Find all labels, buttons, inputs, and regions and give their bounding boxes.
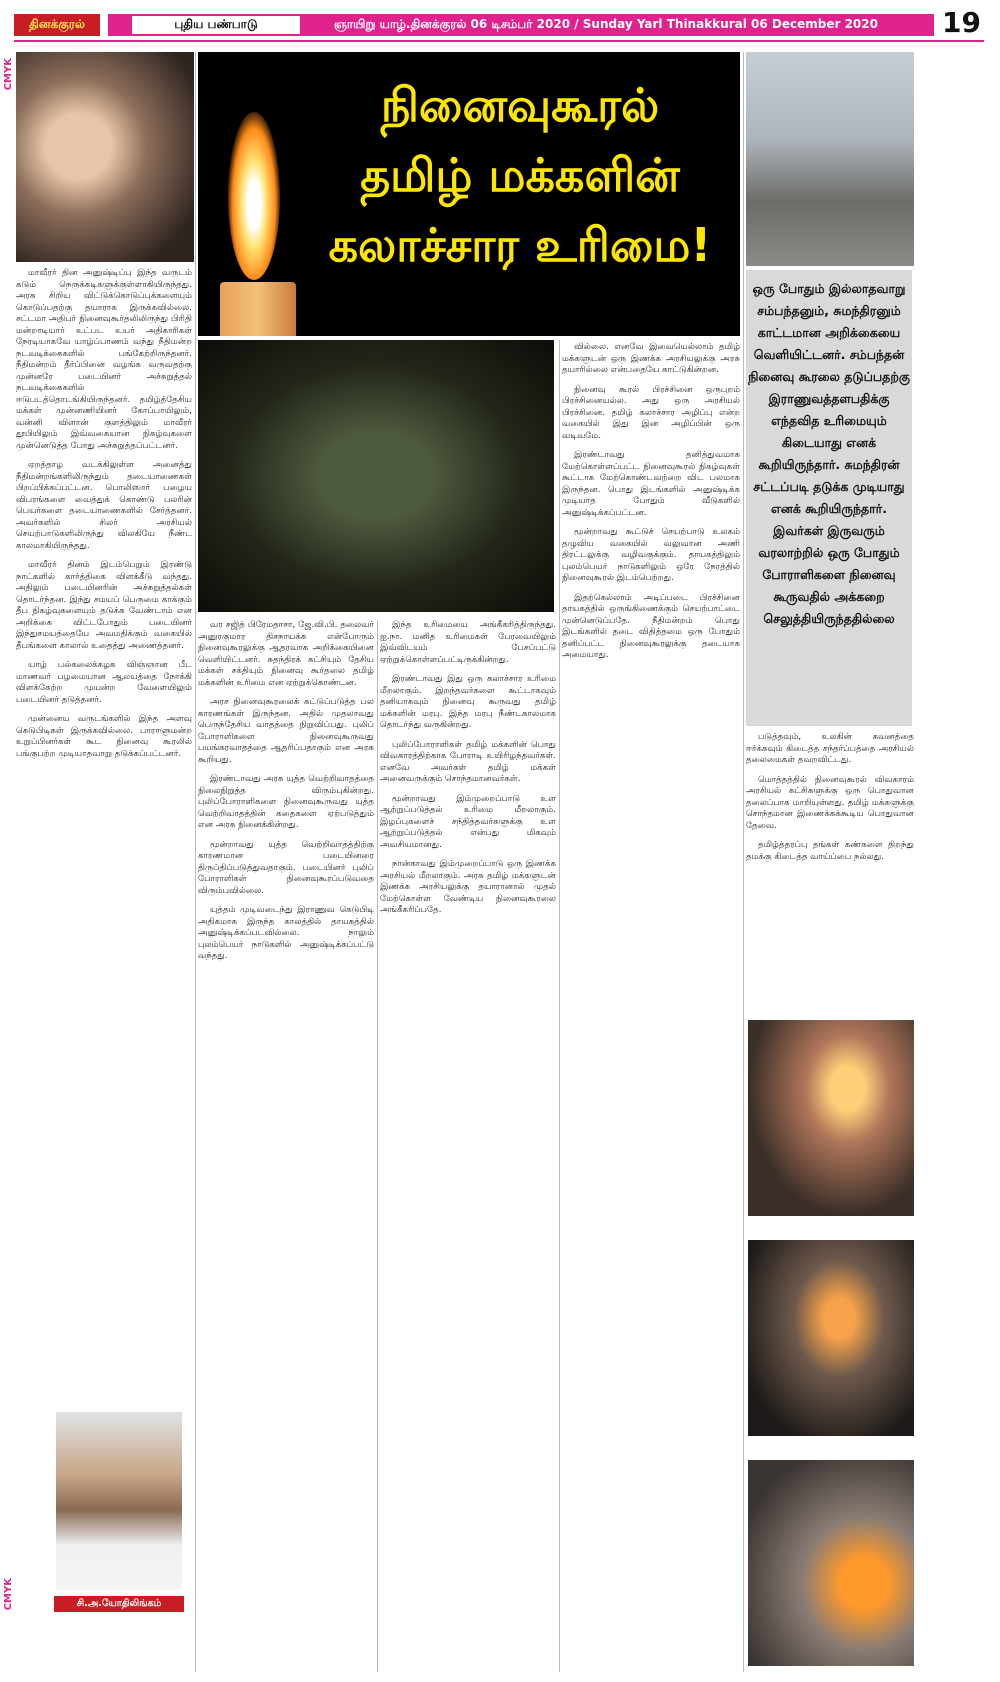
article-column-2	[198, 620, 374, 1670]
lamp-lighting-photo-2	[748, 1240, 914, 1436]
author-photo	[56, 1412, 182, 1590]
paragraph: இரண்டாவது அரசு யுத்த வெற்றிவாதத்தை நிலைநிறுத்த விரும்புகின்றது. புலிப்போராளிகளை நினைவுகூருவது யுத்த வெற்றிவாதத்தின் கதைகளை ஏற்படுத்தும் என அரசு நினைக்கின்றது.	[198, 774, 374, 830]
page-number: 19	[942, 6, 981, 39]
headline-line-2: தமிழ் மக்களின்	[360, 148, 680, 202]
paragraph: மொத்தத்தில் நினைவுகூரல் விவகாரம் அரசியல் கட்சிகளுக்கு ஒரு பொதுவான தலைப்பாக மாறியுள்ளது. தமிழ் மக்களுக்கு சொந்தமான இணைக்கக்கூடிய பொதுவான தேவை.	[746, 774, 914, 831]
article-column-1	[16, 268, 192, 1398]
paragraph: மாவீரர் தின அனுஷ்டிப்பு இந்த வருடம் கடும் நெருக்கடிகளுக்குள்ளாகியிருந்தது. அரசு சிறிய விட்டுக்கொடுப்புக்களையும் கொடுப்பதற்கு தயாராக இருக்கவில்லை. சட்டமா அதிபர் நினைவுகூர்தலிலிருந்து பிரிதி மன்றாடியார் உட்பட உயர் அதிகாரிகள் நேரடியாகவே யாழ்ப்பாணம் வந்து நீதிமன்ற நடவடிக்கைகளில் பங்கேற்றிருந்தனர். நீதிமன்றம் தீர்ப்பினை வழங்க வருவதற்கு முன்னரே படையினர் அச்சுறுத்தல் நடவடிக்கைகளில் ஈடுபடத்தொடங்கியிருந்தனர். தமிழ்த்தேசிய மக்கள் முன்னணியினர் கோப்பாயிலும், வன்னி விளான் குளத்திலும் மாவீரர் தூபியிலும் இவ்வகையான நிகழ்வுகளை முன்னெடுத்த போது அச்சுறுத்தப்பட்டனர்.	[16, 268, 192, 451]
column-divider	[377, 620, 378, 1672]
lamp-lighting-photo-1	[748, 1020, 914, 1216]
cmyk-mark-bottom: CMYK	[3, 1578, 14, 1611]
paragraph: வில்லை. எனவே இவையெல்லாம் தமிழ் மக்களுடன் ஒரு இணக்க அரசியலுக்கு அரசு தயாரில்லை என்பதையே காட்டுகின்றன.	[562, 342, 740, 375]
candle-icon	[220, 282, 296, 336]
headline-block	[198, 52, 740, 336]
paragraph: நினைவு கூரல் பிரச்சினை ஒருபுறம் பிரச்சினையல்ல. அது ஒரு அரசியல் பிரச்சினை. தமிழ் கலாச்சார அழிப்பு என்ற வகையில் இது இன அழிப்பின் ஒரு வடிவமே.	[562, 384, 740, 441]
newspaper-logo: தினக்குரல்	[14, 14, 100, 36]
paragraph: யாழ் பல்கலைக்கழக விஞ்ஞான பீட மாணவர் பழமையான ஆலயத்தை நோக்கி விளக்கேற்ற முயன்ற வேளையிலும் படையினர் தடுத்தனர்.	[16, 660, 192, 705]
masthead	[0, 0, 1000, 46]
paragraph: இரண்டாவது இது ஒரு கலாச்சார உரிமை மீறலாகும். இறந்தவர்களை கூட்டாகவும் தனியாகவும் நினைவு கூருவது தமிழ் மக்களின் மரபு. இந்த மரபு நீண்டகாலமாக தொடர்ந்து வருகின்றது.	[380, 674, 556, 730]
paragraph: இதற்கெல்லாம் அடிப்படை பிரச்சினை தாயகத்தில் ஒருங்கிணைக்கும் செயற்பாட்டை முன்னெடுப்பதே. நீதிமன்றம் பொது இடங்களில் தடை விதித்தமை ஒரு போதும் தனிப்பட்ட நினைவுகூரலுக்கு தடையாக அமையாது.	[562, 592, 740, 660]
column-divider	[559, 340, 560, 1672]
column-divider	[743, 52, 744, 1672]
paragraph: நான்காவது இம்முறைப்பாடு ஒரு இணக்க அரசியல் மீறலாகும். அரசு தமிழ் மக்களுடன் இணக்க அரசியலுக்கு தயாரானால் முதல் மேற்கொள்ள வேண்டிய நினைவுகூரலை அங்கீகரிப்பதே.	[380, 859, 556, 915]
lawyers-photo	[746, 52, 914, 266]
paragraph: யுத்தம் முடிவடைந்து இராணுவ கெடுபிடி அதிகமாக இருந்த காலத்தில் தாயகத்தில் அனுஷ்டிக்கப்படவில்லை. நாலும் புலம்பெயர் நாடுகளில் அனுஷ்டிக்கப்பட்டு வந்தது.	[198, 905, 374, 961]
police-candles-photo	[198, 340, 554, 612]
paragraph: புலிப்போராளிகள் தமிழ் மக்களின் பொது விவகாரத்திற்காக போராடி உயிரிழந்தவர்கள். எனவே அவர்கள் தமிழ் மக்கள் அனைவருக்கும் சொந்தமானவர்கள்.	[380, 739, 556, 784]
dateline: ஞாயிறு யாழ்.தினக்குரல் 06 டிசம்பர் 2020 / Sunday Yarl Thinakkural 06 December 2020	[334, 17, 878, 31]
paragraph: மூன்றாவது கூட்டுச் செயற்பாடு உலகம் தழுவிய வகையில் வலுவான அணி திரட்டலுக்கு வழிவகுக்கும். தாயகத்திலும் புலம்பெயர் நாடுகளிலும் ஒரே நேரத்தில் நினைவுகூரல் இடம்பெற்றது.	[562, 527, 740, 583]
paragraph: இந்த உரிமையை அங்கீகரித்திருந்தது. ஐ.நா. மனித உரிமைகள் பேரவையிலும் இவ்விடயம் பேசப்பட்டு ஏற்றுக்கொள்ளப்பட்டிருக்கின்றது.	[380, 620, 556, 665]
paragraph: தமிழ்த்தரப்பு தங்கள் கண்களை திறந்து தமக்கு கிடைத்த வாய்ப்பை நல்லது.	[746, 840, 914, 862]
paragraph: முன்னைய வருடங்களில் இந்த அளவு கெடுபிடிகள் இருக்கவில்லை. பாராளுமன்ற உறுப்பினர்கள் கூட நினைவு கூரலில் பங்குபற்ற முடியாதவாறு தடுக்கப்பட்டனர்.	[16, 714, 192, 759]
article-column-5	[746, 732, 914, 1014]
headline-line-3: கலாச்சார உரிமை!	[328, 218, 712, 272]
headline-line-1: நினைவுகூரல்	[380, 78, 660, 132]
candle-flame-icon	[228, 112, 280, 280]
paragraph: படுத்தவும், உலகின் கவனத்தை ஈர்க்கவும் கிடைத்த சந்தர்ப்பத்தை அரசியல் தலைமைகள் தவறவிட்டது.	[746, 732, 914, 765]
author-byline: சி.அ.யோதிலிங்கம்	[54, 1596, 184, 1612]
paragraph: ஏறத்தாழ வடக்கிலுள்ள அனைத்து நீதிமன்றங்களிலிருந்தும் தடையாணைகள் பிறப்பிக்கப்பட்டன. பொலிஸார் பழைய விபரங்களை வைத்துக் கொண்டு பலரின் பெயர்களை தடையாணைகளில் சேர்த்தனர். அவர்களில் சிலர் அரசியல் செயற்பாடுகளிலிருந்து விலகியே நீண்ட காலமாகியிருந்தது.	[16, 460, 192, 551]
section-title: புதிய பண்பாடு	[132, 16, 300, 34]
header-bar	[108, 14, 934, 36]
pull-quote: ஒரு போதும் இல்லாதவாறு சம்பந்தனும், சுமந்திரனும் காட்டமான அறிக்கையை வெளியிட்டனர். சம்பந்தன் நினைவு கூரலை தடுப்பதற்கு இராணுவத்தளபதிக்கு எந்தவித உரிமையும் கிடையாது எனக் கூறியிருந்தார். சுமந்திரன் சட்டப்படி தடுக்க முடியாது எனக் கூறியிருந்தார். இவர்கள் இருவரும் வரலாற்றில் ஒரு போதும் போராளிகளை நினைவு கூருவதில் அக்கறை செலுத்தியிருந்ததில்லை	[746, 270, 912, 726]
paragraph: இரண்டாவது தனித்துவமாக மேற்கொள்ளப்பட்ட நினைவுகூரல் நிகழ்வுகள் கூட்டாக மேற்கொண்டவற்றை விட பலமாக இருந்தன. பொது இடங்களில் அனுஷ்டிக்க முடியாத போதும் வீடுகளில் அனுஷ்டிக்கப்பட்டன.	[562, 450, 740, 518]
header-rule	[14, 40, 984, 42]
paragraph: மாவீரர் தினம் இடம்பெறும் இரண்டு நாட்களில் கார்த்திகை விளக்கீடு வந்தது. அதிலும் படையினரின் அச்சுறுத்தல்கள் தொடர்ந்தன. இந்து சமயப் பெருமை காக்கும் தீப நிகழ்வுகளையும் தடுக்க வேண்டாம் என அறிக்கை விட்டபோதும் படையினர் இந்துசமயத்தையே அவமதிக்கும் வகையில் தீபங்களை காலால் உதைத்து அணைத்தனர்.	[16, 560, 192, 651]
paragraph: அரச நினைவுகூரலைக் கட்டுப்படுத்த பல காரணங்கள் இருந்தன. அதில் முதலாவது பெருந்தேசிய வாதத்தை நிறுவிப்பது. புலிப் போராளிகளை நினைவுகூருவது பயங்கரவாதத்தை ஆதரிப்பதாகும் என அரசு கூறியது.	[198, 697, 374, 765]
paragraph: வர சஜித் பிரேமதாசா, ஜே.வி.பி. தலைவர் அனுரகுமார திசநாயக்க என்போரும் நினைவுகூரலுக்கு ஆதரவாக அறிக்கையினை வெளியிட்டனர். சுதந்திரக் கட்சியும் தேசிய மக்கள் சக்தியும் நினைவு கூர்தலை தமிழ் மக்களின் உரிமை என ஏற்றுக்கொண்டன.	[198, 620, 374, 688]
mourner-photo	[16, 52, 194, 262]
paragraph: மூன்றாவது யுத்த வெற்றிவாதத்திற்கு காரணமான படையினரை திருப்திப்படுத்துவதாகும். படையினர் புலிப் போராளிகள் நினைவுகூரப்படுவதை விரும்பவில்லை.	[198, 839, 374, 896]
lamp-lighting-photo-3	[748, 1460, 914, 1666]
column-divider	[195, 52, 196, 1672]
article-column-3	[380, 620, 556, 1670]
paragraph: மூன்றாவது இம்முறைப்பாடு உள ஆற்றுப்படுத்தல் உரிமை மீறலாகும். இழப்புகளைச் சந்தித்தவர்களுக்கு உள ஆற்றுப்படுத்தல் என்பது மிகவும் அவசியமானது.	[380, 793, 556, 850]
cmyk-mark-top: CMYK	[3, 58, 14, 91]
article-column-4	[562, 342, 740, 1670]
headline	[308, 70, 732, 280]
